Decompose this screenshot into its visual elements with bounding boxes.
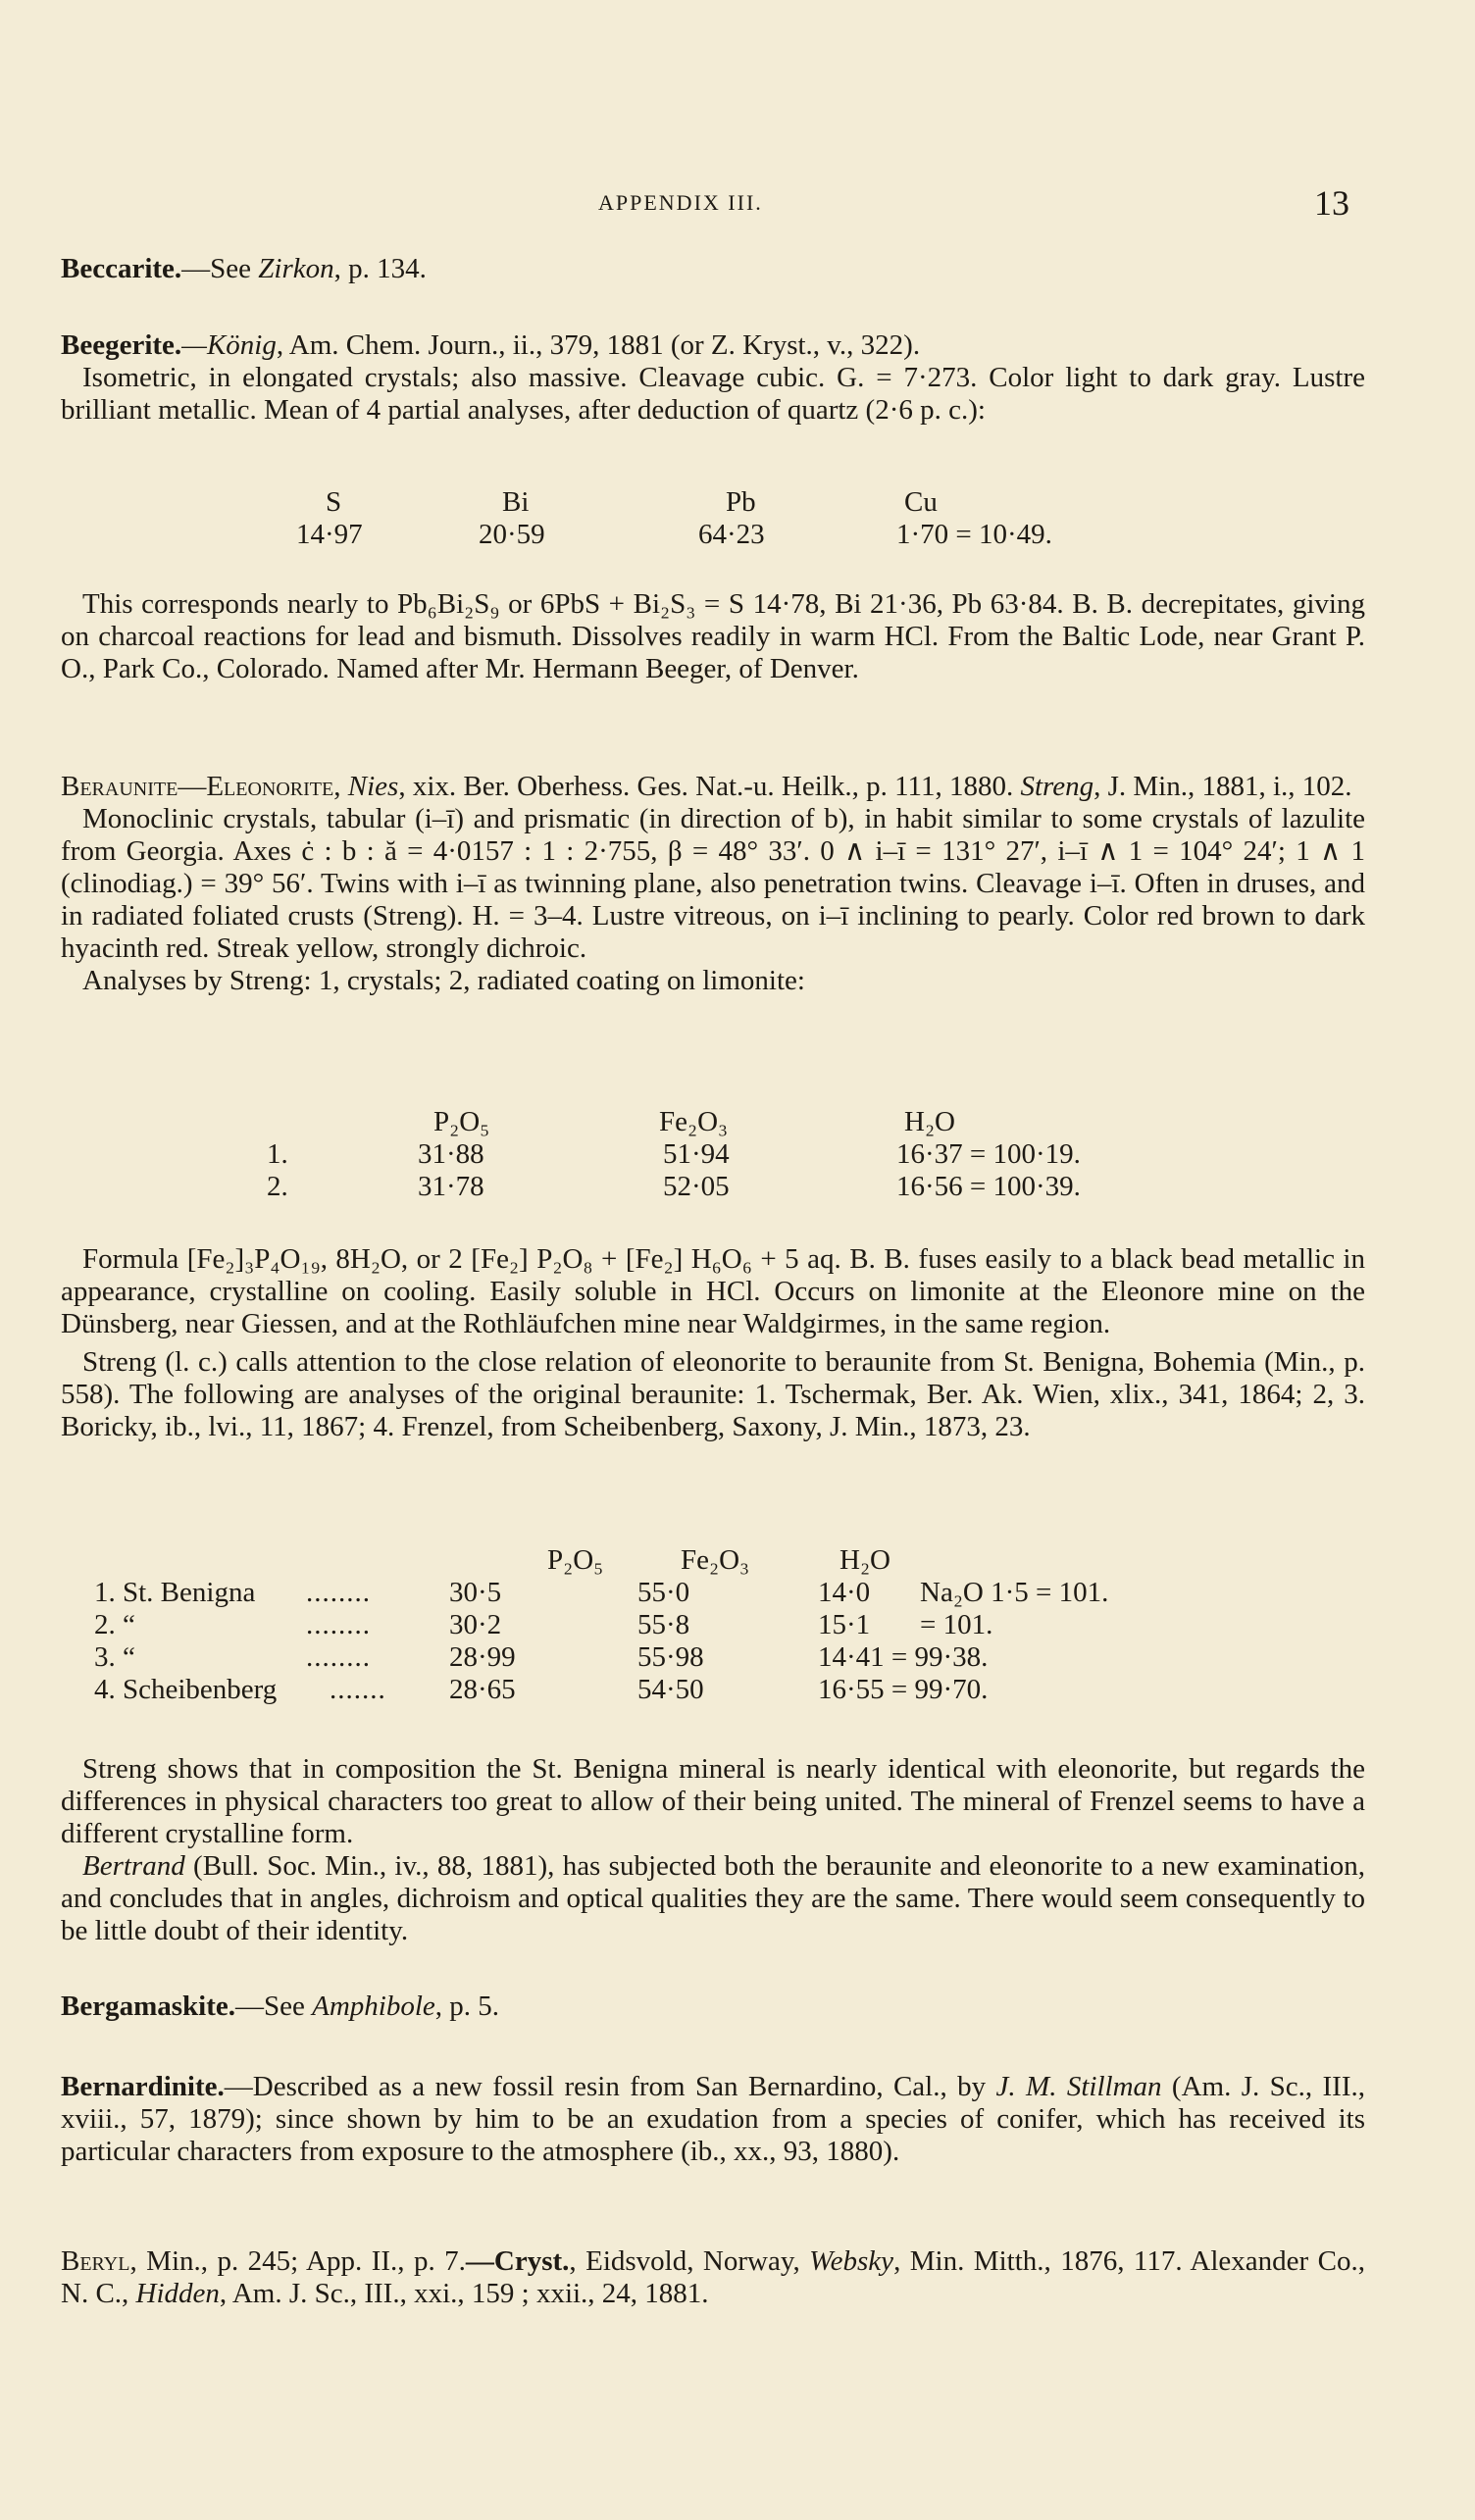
row-label: 4. Scheibenberg — [94, 1674, 278, 1705]
column-header: Cu — [904, 486, 938, 518]
dot-leader: ........ — [306, 1641, 371, 1673]
row-label: 3. “ — [94, 1641, 135, 1673]
author: Bertrand — [82, 1850, 185, 1882]
table-cell: 55·98 — [637, 1641, 704, 1673]
page-reference: , p. 134. — [333, 253, 427, 284]
entry-text: —Described as a new fossil resin from San Bernardino, Cal., by — [224, 2071, 996, 2102]
row-label: 1. — [267, 1138, 288, 1170]
table-cell: 31·88 — [418, 1138, 484, 1170]
paragraph: (Bull. Soc. Min., iv., 88, 1881), has subjected both the beraunite and eleonorite to a new examination, and concludes that in angles, dichroism and optical qualities they are the same. There would seem consequently to be little doubt of their identity. — [61, 1850, 1365, 1946]
table-cell: 1·70 = 10·49. — [896, 519, 1052, 550]
beegerite-composition — [61, 588, 1365, 685]
table-cell: 64·23 — [698, 519, 765, 550]
table-cell: Na₂O 1·5 = 101. — [920, 1577, 1109, 1608]
entry-text: , Min. Mitth., 1876, 117. Alexander Co., N. C., — [61, 2245, 1365, 2309]
paragraph: Streng (l. c.) calls attention to the close relation of eleonorite to beraunite from St. Benigna, Bohemia (Min., p. 558). The following are analyses of the original beraunite: 1. Tschermak, Ber. Ak. Wien, xlix., 341, 1864; 2, 3. Boricky, ib., lvi., 11, 1867; 4. Frenzel, from Scheibenberg, Saxony, J. Min., 1873, 23. — [61, 1346, 1365, 1442]
table-cell: 30·2 — [449, 1609, 502, 1640]
page-number: 13 — [1314, 183, 1349, 223]
entry-beccarite — [61, 253, 1365, 285]
citation: , Am. Chem. Journ., ii., 379, 1881 (or Z. Kryst., v., 322). — [276, 329, 921, 361]
entry-bergamaskite — [61, 1991, 1365, 2023]
table-cell: 16·37 = 100·19. — [896, 1138, 1081, 1170]
cross-reference: Amphibole — [312, 1991, 435, 2022]
column-header: Pb — [726, 486, 756, 518]
entry-text: (Am. J. Sc., III., xviii., 57, 1879); since shown by him to be an exudation from a species of conifer, which has received its particular characters from exposure to the atmosphere (ib., xx., 93, 1880). — [61, 2071, 1365, 2167]
column-header: Fe₂O₃ — [659, 1106, 729, 1137]
table-cell: 16·55 = 99·70. — [818, 1674, 989, 1705]
author: J. M. Stillman — [995, 2071, 1162, 2102]
table-cell: 15·1 — [818, 1609, 871, 1640]
beraunite-discussion — [61, 1753, 1365, 1947]
column-header: P₂O₅ — [547, 1544, 604, 1576]
table-cell: 55·8 — [637, 1609, 690, 1640]
dot-leader: ....... — [330, 1674, 386, 1705]
table-cell: 20·59 — [479, 519, 545, 550]
table-cell: 28·65 — [449, 1674, 516, 1705]
dot-leader: ........ — [306, 1609, 371, 1640]
table-cell: 14·0 — [818, 1577, 871, 1608]
author: —König — [181, 329, 277, 361]
table-cell: 30·5 — [449, 1577, 502, 1608]
entry-title: Bernardinite. — [61, 2071, 225, 2102]
entry-text: —See — [235, 1991, 313, 2022]
streng-analysis-table — [0, 1106, 1475, 1208]
citation: , J. Min., 1881, i., 102. — [1094, 771, 1352, 802]
entry-beraunite — [61, 771, 1365, 997]
table-cell: = 101. — [920, 1609, 993, 1640]
description: Monoclinic crystals, tabular (i–ī) and prismatic (in direction of b), in habit similar to some crystals of lazulite from Georgia. Axes ċ : b : ă = 4·0157 : 1 : 2·755, β = 48° 33′. 0 ∧ i–ī = 131° 27′, i–ī ∧ 1 = 104° 24′; 1 ∧ 1 (clinodiag.) = 39° 56′. Twins with i–ī as twinning plane, also penetration twins. Cleavage i–ī. Often in druses, and in radiated foliated crusts (Streng). H. = 3–4. Lustre vitreous, on i–ī inclining to pearly. Color red brown to dark hyacinth red. Streak yellow, strongly dichroic. — [61, 803, 1365, 964]
table-cell: 14·97 — [296, 519, 363, 550]
page-reference: , p. 5. — [434, 1991, 500, 2022]
cross-reference: Zirkon — [258, 253, 334, 284]
table-cell: 16·56 = 100·39. — [896, 1171, 1081, 1202]
author: Hidden — [135, 2278, 220, 2309]
column-header: P₂O₅ — [433, 1106, 490, 1137]
paragraph: Streng shows that in composition the St. Benigna mineral is nearly identical with eleonorite, but regards the differences in physical characters too great to allow of their being united. The mineral of Frenzel seems to have a different crystalline form. — [61, 1753, 1365, 1849]
table-cell: 28·99 — [449, 1641, 516, 1673]
entry-text: , Am. J. Sc., III., xxi., 159 ; xxii., 24, 1881. — [219, 2278, 709, 2309]
entry-title: Beegerite. — [61, 329, 182, 361]
entry-title: Bergamaskite. — [61, 1991, 235, 2022]
crystallography-label: —Cryst. — [465, 2245, 570, 2277]
row-label: 2. — [267, 1171, 288, 1202]
paragraph: This corresponds nearly to Pb₆Bi₂S₉ or 6PbS + Bi₂S₃ = S 14·78, Bi 21·36, Pb 63·84. B. B. decrepitates, giving on charcoal reactions for lead and bismuth. Dissolves readily in warm HCl. From the Baltic Lode, near Grant P. O., Park Co., Colorado. Named after Mr. Hermann Beeger, of Denver. — [61, 588, 1365, 684]
column-header: H₂O — [839, 1544, 890, 1576]
row-label: 2. “ — [94, 1609, 135, 1640]
table-cell: 54·50 — [637, 1674, 704, 1705]
analyses-intro: Analyses by Streng: 1, crystals; 2, radiated coating on limonite: — [82, 965, 805, 996]
paragraph: Formula [Fe₂]₃P₄O₁₉, 8H₂O, or 2 [Fe₂] P₂O₈ + [Fe₂] H₆O₆ + 5 aq. B. B. fuses easily to a black bead metallic in appearance, crystalline on cooling. Easily soluble in HCl. Occurs on limonite at the Eleonore mine on the Dünsberg, near Giessen, and at the Rothläufchen mine near Waldgirmes, in the same region. — [61, 1243, 1365, 1339]
beraunite-analysis-table — [0, 1544, 1475, 1711]
table-cell: 52·05 — [663, 1171, 730, 1202]
entry-beegerite — [61, 329, 1365, 427]
column-header: Bi — [502, 486, 530, 518]
entry-text: , Min., p. 245; App. II., p. 7. — [129, 2245, 466, 2277]
entry-title: Beccarite. — [61, 253, 182, 284]
table-cell: 14·41 = 99·38. — [818, 1641, 989, 1673]
beraunite-formula — [61, 1243, 1365, 1443]
entry-bernardinite — [61, 2071, 1365, 2168]
entry-beryl — [61, 2245, 1365, 2310]
citation: , xix. Ber. Oberhess. Ges. Nat.-u. Heilk., p. 111, 1880. — [398, 771, 1014, 802]
column-header: S — [326, 486, 342, 518]
table-cell: 55·0 — [637, 1577, 690, 1608]
row-label: 1. St. Benigna — [94, 1577, 256, 1608]
page-header — [0, 182, 1475, 229]
table-cell: 51·94 — [663, 1138, 730, 1170]
column-header: Fe₂O₃ — [681, 1544, 750, 1576]
column-header: H₂O — [904, 1106, 955, 1137]
running-head: APPENDIX III. — [598, 190, 763, 215]
description: Isometric, in elongated crystals; also massive. Cleavage cubic. G. = 7·273. Color light to dark gray. Lustre brilliant metallic. Mean of 4 partial analyses, after deduction of quartz (2·6 p. c.): — [61, 362, 1365, 426]
author: Websky — [809, 2245, 894, 2277]
entry-text: , Eidsvold, Norway, — [569, 2245, 810, 2277]
entry-title: Beryl — [61, 2245, 130, 2277]
entry-title: Beraunite—Eleonorite, — [61, 771, 341, 802]
author: Streng — [1020, 771, 1094, 802]
entry-text: —See — [181, 253, 259, 284]
table-cell: 31·78 — [418, 1171, 484, 1202]
dot-leader: ........ — [306, 1577, 371, 1608]
beegerite-analysis-table — [0, 486, 1475, 555]
author: Nies — [347, 771, 399, 802]
